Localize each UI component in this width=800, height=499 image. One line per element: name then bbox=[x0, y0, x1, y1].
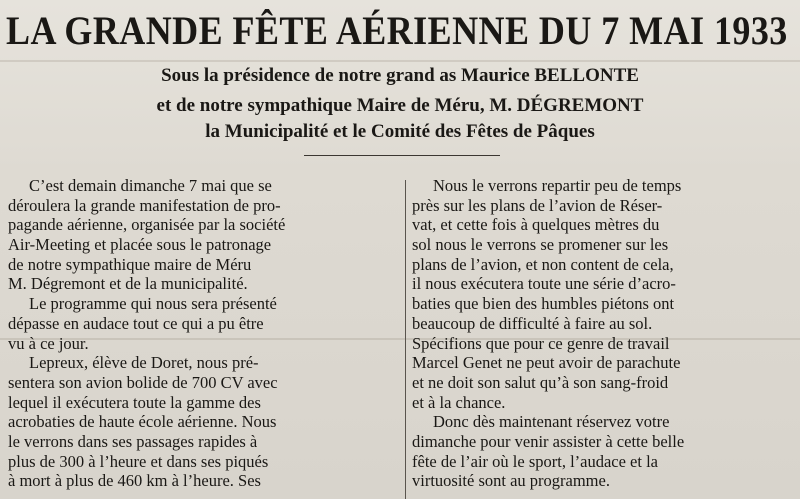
article-line: près sur les plans de l’avion de Réser- bbox=[412, 195, 663, 215]
article-line: dépasse en audace tout ce qui a pu être bbox=[8, 313, 264, 333]
article-line: vu à ce jour. bbox=[8, 333, 89, 353]
separator-rule bbox=[304, 155, 500, 156]
article-line: dimanche pour venir assister à cette belle bbox=[412, 431, 685, 451]
article-line: Marcel Genet ne peut avoir de parachute bbox=[412, 353, 681, 373]
article-line: Le programme qui nous sera présenté bbox=[29, 294, 277, 314]
article-right-column bbox=[412, 176, 797, 491]
paper-fold bbox=[0, 60, 800, 62]
article-line: acrobaties de haute école aérienne. Nous bbox=[8, 412, 277, 432]
headline: LA GRANDE FÊTE AÉRIENNE DU 7 MAI 1933 bbox=[6, 8, 788, 53]
article-line: Spécifions que pour ce genre de travail bbox=[412, 333, 670, 353]
article-line: Air-Meeting et placée sous le patronage bbox=[8, 235, 272, 255]
subheading-presidence: Sous la présidence de notre grand as Maurice BELLONTE bbox=[161, 65, 639, 86]
article-line: C’est demain dimanche 7 mai que se bbox=[29, 176, 272, 195]
article-line: de notre sympathique maire de Méru bbox=[8, 254, 252, 274]
article-line: fête de l’air où le sport, l’audace et la bbox=[412, 451, 659, 471]
article-line: à mort à plus de 460 km à l’heure. Ses bbox=[8, 471, 261, 491]
article-line: M. Dégremont et de la municipalité. bbox=[8, 274, 248, 294]
column-divider bbox=[405, 180, 406, 499]
article-left-column bbox=[8, 176, 388, 491]
article-line: virtuosité sont au programme. bbox=[412, 471, 610, 491]
article-line: Lepreux, élève de Doret, nous pré- bbox=[29, 353, 259, 373]
article-line: sol nous le verrons se promener sur les bbox=[412, 235, 669, 255]
article-line: sentera son avion bolide de 700 CV avec bbox=[8, 372, 278, 392]
article-line: il nous exécutera toute une série d’acro- bbox=[412, 274, 676, 294]
article-line: pagande aérienne, organisée par la société bbox=[8, 215, 286, 235]
article-line: baties que bien des humbles piétons ont bbox=[412, 294, 675, 314]
article-line: et ne doit son salut qu’à son sang-froid bbox=[412, 372, 669, 392]
article-line: plus de 300 à l’heure et dans ses piqués bbox=[8, 451, 269, 471]
article-line: Donc dès maintenant réservez votre bbox=[433, 412, 670, 432]
article-line: et à la chance. bbox=[412, 392, 506, 412]
subheading-comite: la Municipalité et le Comité des Fêtes de Pâques bbox=[205, 121, 595, 142]
article-line: déroulera la grande manifestation de pro- bbox=[8, 195, 281, 215]
article-line: lequel il exécutera toute la gamme des bbox=[8, 392, 261, 412]
subheading-maire: et de notre sympathique Maire de Méru, M. DÉGREMONT bbox=[156, 95, 644, 116]
article-line: plans de l’avion, et non content de cela, bbox=[412, 254, 674, 274]
article-line: le verrons dans ses passages rapides à bbox=[8, 431, 258, 451]
article-line: beaucoup de difficulté à faire au sol. bbox=[412, 313, 653, 333]
article-line: vat, et cette fois à quelques mètres du bbox=[412, 215, 660, 235]
article-line: Nous le verrons repartir peu de temps bbox=[433, 176, 682, 195]
